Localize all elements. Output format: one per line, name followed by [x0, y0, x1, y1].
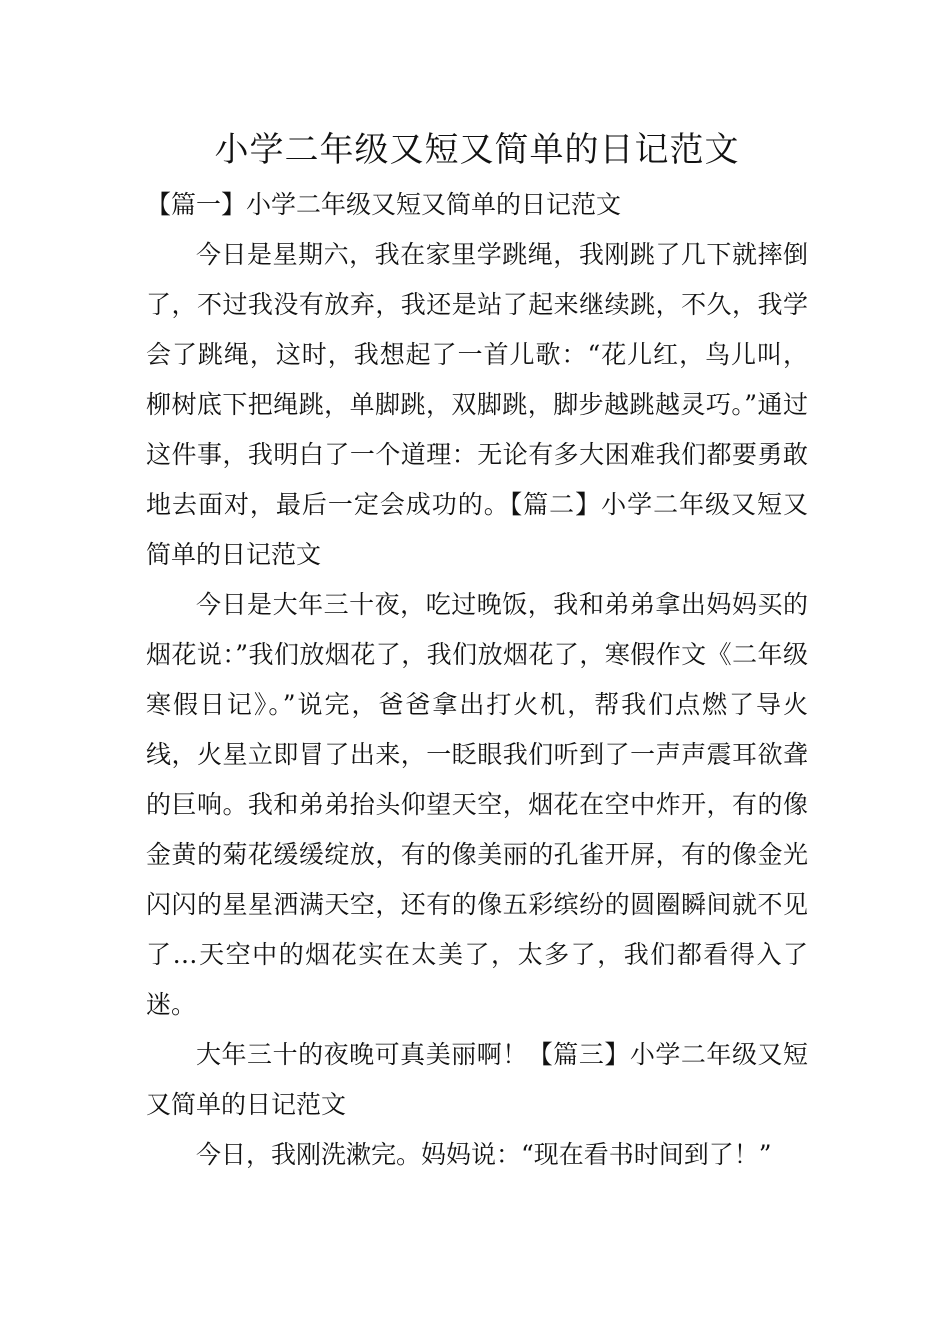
paragraph-2: 今日是大年三十夜，吃过晚饭，我和弟弟拿出妈妈买的烟花说：”我们放烟花了，我们放烟花了，寒假作文《二年级寒假日记》。”说完，爸爸拿出打火机，帮我们点燃了导火线，火星立即冒了出来，一眨眼我们听到了一声声震耳欲聋的巨响。我和弟弟抬头仰望天空，烟花在空中炸开，有的像金黄的菊花缓缓绽放，有的像美丽的孔雀开屏，有的像金光闪闪的星星洒满天空，还有的像五彩缤纷的圆圈瞬间就不见了…天空中的烟花实在太美了，太多了，我们都看得入了迷。 [146, 590, 808, 1019]
paragraph-3: 大年三十的夜晚可真美丽啊！【篇三】小学二年级又短又简单的日记范文 [146, 1040, 808, 1119]
paragraph-4: 今日，我刚洗漱完。妈妈说：“现在看书时间到了！” [196, 1140, 772, 1169]
document-page [146, 120, 808, 1180]
document-title: 小学二年级又短又简单的日记范文 [214, 130, 740, 170]
paragraph-1: 今日是星期六，我在家里学跳绳，我刚跳了几下就摔倒了，不过我没有放弃，我还是站了起来继续跳，不久，我学会了跳绳，这时，我想起了一首儿歌：“花儿红，鸟儿叫，柳树底下把绳跳，单脚跳，双脚跳，脚步越跳越灵巧。”通过这件事，我明白了一个道理：无论有多大困难我们都要勇敢地去面对，最后一定会成功的。【篇二】小学二年级又短又简单的日记范文 [146, 240, 808, 569]
section-heading: 【篇一】小学二年级又短又简单的日记范文 [146, 190, 622, 219]
